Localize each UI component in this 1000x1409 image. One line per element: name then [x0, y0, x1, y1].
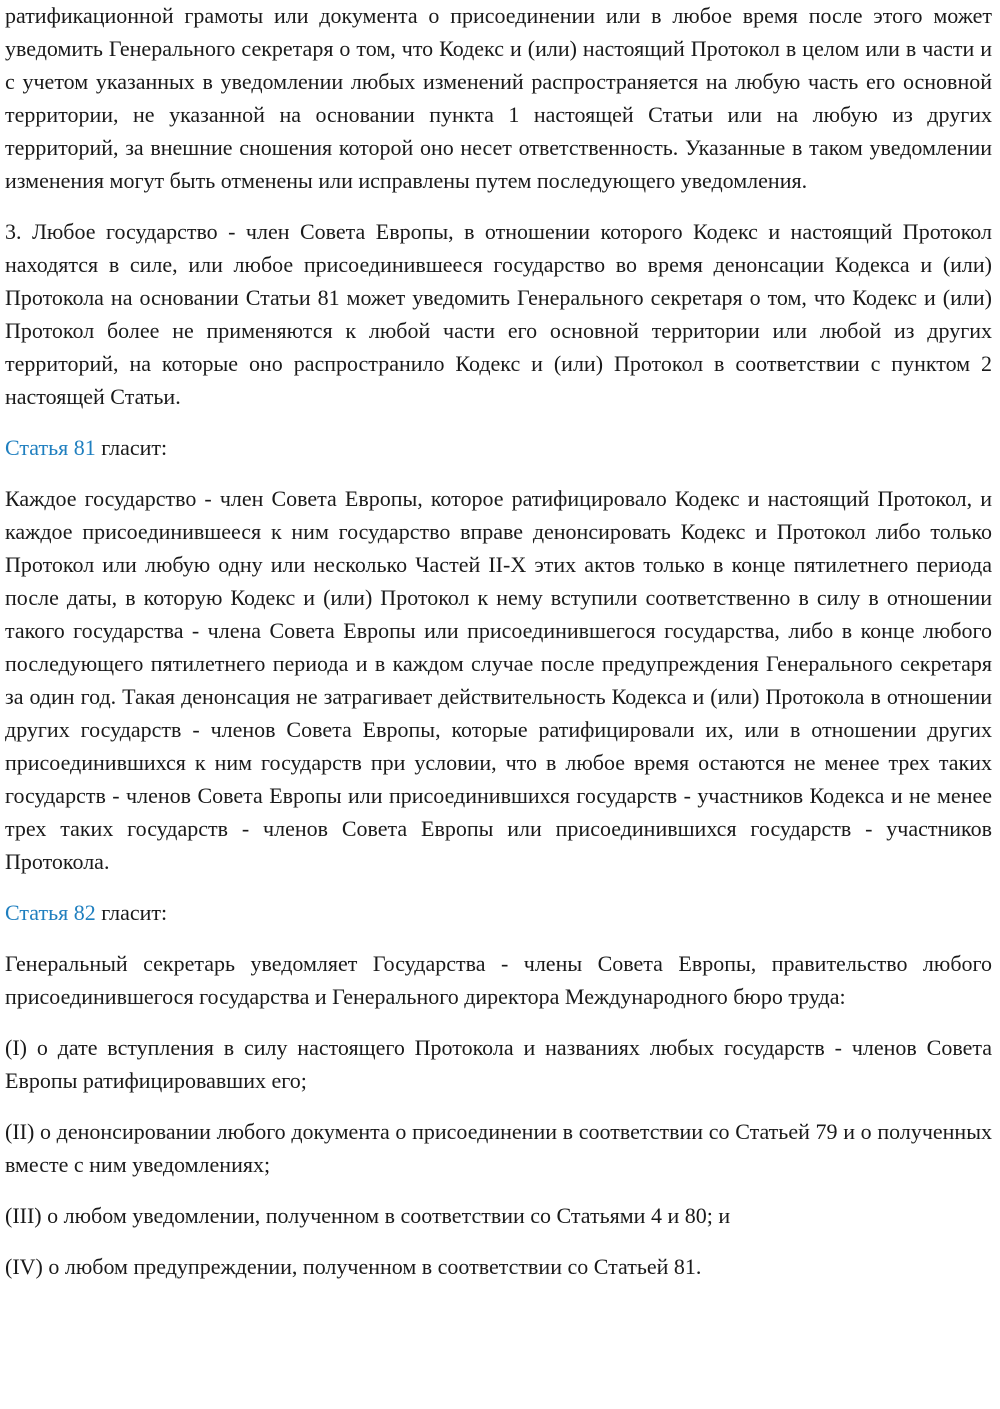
- article-82-heading-suffix: гласит:: [95, 900, 168, 925]
- article-81-heading: [5, 431, 992, 464]
- article-82-heading: [5, 896, 992, 929]
- article-81-link[interactable]: Статья 81: [5, 435, 96, 460]
- list-item-4: (IV) о любом предупреждении, полученном в соответствии со Статьей 81.: [5, 1254, 702, 1279]
- paragraph-ratification-notice: ратификационной грамоты или документа о присоединении или в любое время после этого может уведомить Генерального секретаря о том, что Кодекс и (или) настоящий Протокол в целом или в части и с учетом указанных в уведомлении любых изменений распространяется на любую часть его основной территории, не указанной на основании пункта 1 настоящей Статьи или на любую из других территорий, за внешние сношения которой оно несет ответственность. Указанные в таком уведомлении изменения могут быть отменены или исправлены путем последующего уведомления.: [5, 3, 992, 193]
- article-82-link[interactable]: Статья 82: [5, 900, 96, 925]
- list-item-2: (II) о денонсировании любого документа о присоединении в соответствии со Статьей 79 и о полученных вместе с ним уведомлениях;: [5, 1119, 992, 1177]
- article-81-heading-suffix: гласит:: [95, 435, 168, 460]
- paragraph-article-80-item-3: 3. Любое государство - член Совета Европы, в отношении которого Кодекс и настоящий Протокол находятся в силе, или любое присоединившееся государство во время денонсации Кодекса и (или) Протокола на основании Статьи 81 может уведомить Генерального секретаря о том, что Кодекс и (или) Протокол более не применяются к любой части его основной территории или любой из других территорий, на которые оно распространило Кодекс и (или) Протокол в соответствии с пунктом 2 настоящей Статьи.: [5, 219, 992, 409]
- list-item-3: (III) о любом уведомлении, полученном в соответствии со Статьями 4 и 80; и: [5, 1203, 731, 1228]
- paragraph-article-82-text: Генеральный секретарь уведомляет Государства - члены Совета Европы, правительство любого присоединившегося государства и Генерального директора Международного бюро труда:: [5, 951, 992, 1009]
- list-item-1: (I) о дате вступления в силу настоящего Протокола и названиях любых государств - членов Совета Европы ратифицировавших его;: [5, 1035, 992, 1093]
- paragraph-article-81-text: Каждое государство - член Совета Европы, которое ратифицировало Кодекс и настоящий Протокол, и каждое присоединившееся к ним государство вправе денонсировать Кодекс и Протокол либо только Протокол или любую одну или несколько Частей II-X этих актов только в конце пятилетнего периода после даты, в которую Кодекс и (или) Протокол к нему вступили соответственно в силу в отношении такого государства - члена Совета Европы или присоединившегося государства, либо в конце любого последующего пятилетнего периода и в каждом случае после предупреждения Генерального секретаря за один год. Такая денонсация не затрагивает действительность Кодекса и (или) Протокола в отношении других государств - членов Совета Европы, которые ратифицировали их, или в отношении других присоединившихся к ним государств при условии, что в любое время остаются не менее трех таких государств - членов Совета Европы или присоединившихся государств - участников Кодекса и не менее трех таких государств - членов Совета Европы или присоединившихся государств - участников Протокола.: [5, 486, 992, 874]
